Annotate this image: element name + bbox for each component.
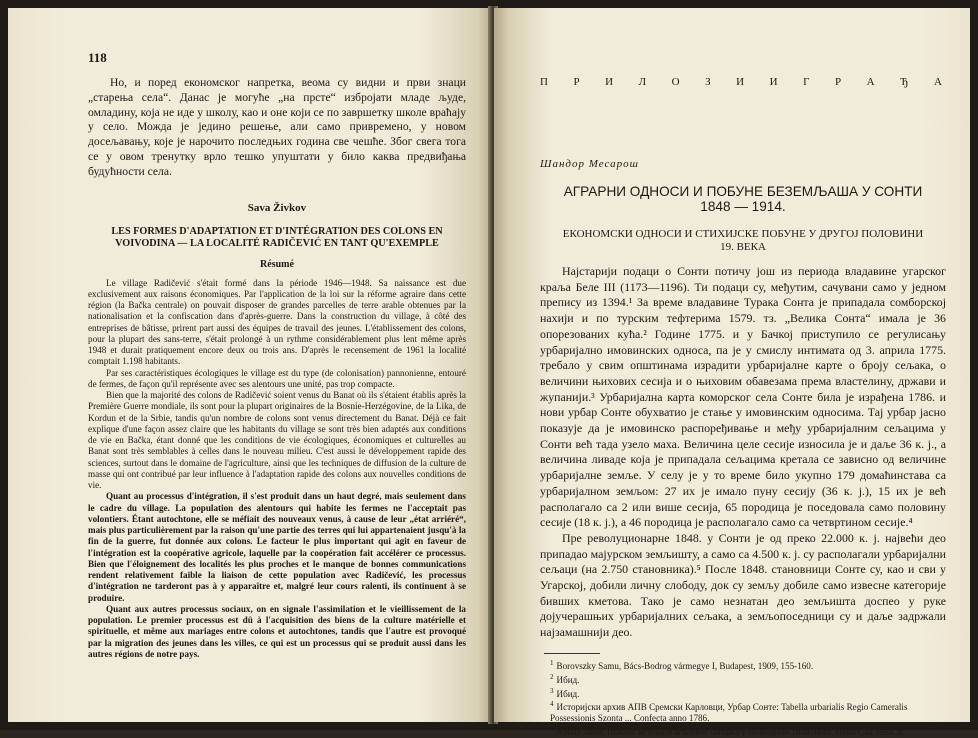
footnote bbox=[540, 724, 946, 738]
footnote-number: 3 bbox=[550, 686, 554, 695]
body-paragraph: Пре револуционарне 1848. у Сонти је од преко 22.000 к. ј. највећи део припадао мајурском земљишту, а само са 4.500 к. ј. су располагали урбаријални сељаци (на 2.750 становника).⁵ После 1848. становници Сонте су, као и сви у Угарској, добили личну слободу, док су земљу добиле само извесне категорије бивших кметова. Тако је само незнатан део земљишта доспео у руке дојучерашњих урбаријалних сељака, а земљопоседници су и даље задржали најзамашнији део. bbox=[540, 530, 946, 640]
resume-paragraph-bold: Quant au processus d'intégration, il s'est produit dans un haut degré, mais seulement dans le cadre du village. La population des alentours qui habite les fermes ne l'acceptait pas volontiers. Étant autochtone, elle se méfiait des nouveaux venus, à cause de leur „état arriéré“, mais plus particulièrement par la raison qu'une partie des terres qui lui appartenaient jusqu'à la fin de la guerre, fut donnée aux colons. Le facteur le plus important qui agit en faveur de l'intégration est la coopérative agricole, laquelle par la coopération fait accélérer ce processus. Bien que l'éloignement des localités les plus proches et le manque de bonnes communications rendent relativement faible la liaison de cette population avec Radičević, les processus d'intégration ne tarderont pas à y apparaître et, malgré leur cours ralenti, ils continuent à se produire. bbox=[88, 491, 466, 603]
intro-paragraph: Но, и поред економског напретка, веома су видни и први знаци „старења села“. Данас је могуће „на прсте“ избројати младе људе, омладину, која не иде у школу, као и оне који се по завршетку школе враћају у село. Можда је једино решење, али само привремено, у новом досељавању, које је нарочито последњих година све чешће. Због свега тога се у овом тренутку врло тешко упуштати у било каква предвиђања будућности села. bbox=[88, 76, 466, 178]
article-author: Шандор Месарош bbox=[540, 158, 639, 170]
article-title bbox=[540, 184, 946, 214]
footnote-rule bbox=[544, 653, 600, 654]
footnote-text: Арпад Лебл, Прилог историји аграрног питања у Војводини 1848-1849, Нови Сад 1954, 8. bbox=[556, 727, 905, 738]
running-head-letter: Ђ bbox=[900, 76, 909, 88]
footnote-text: Ибид. bbox=[556, 674, 580, 685]
article-subtitle bbox=[540, 228, 946, 254]
resume-paragraph: Par ses caractéristiques écologiques le village est du type (de colonisation) pannonienne, entouré de fermes, de façon qu'il représente avec ses alentours une unité, pas trop compacte. bbox=[88, 367, 466, 389]
footnote-number: 5 bbox=[550, 724, 554, 733]
running-head-letter: Л bbox=[638, 76, 647, 88]
running-head-letter: П bbox=[540, 76, 548, 88]
body-paragraph: Најстарији подаци о Сонти потичу још из периода владавине угарског краља Беле III (1173—1196). Ти подаци су, међутим, сачувани само у једном препису из 1394.¹ За време владавине Турака Сонта је припадала сомборској нахији и по турским тефтерима 1579. тз. „Велика Сонта“ имала је 36 опорезованих кућа.² Године 1775. и у Бачкој приступило се регулисању урбаријално имовинских односа, па је у смислу интимата од 3. априла 1775. требало у свим општинама израдити урбаријалне карте о броју сељака, о величини њихових сесија и о њиховим обавезама према властелину, држави и жупанији.³ Урбаријална карта коморског села Сонте била је израђена 1786. и нови урбар Сонте обухватио је стање у имовинским односима. Тај урбар јасно показује да је имовинско распоређивање и међу урбаријалним сељацима у Сонти већ тада узело маха. Величина целе сесије износила је и даље 36 к. ј., а величина ливаде која је припадала сељацима кретала се зависно од величине урбаријалне земље. У селу је у то време било укупно 179 домаћинстава са урбаријалном земљом: 27 их је имало пуну сесију (36 к. ј.), 15 их је већ располагало са 2 или више сесија, 65 породица је поседовала само половину сесије (18 к. ј.), а 46 породица је располагало само са четвртином сесије.⁴ bbox=[540, 264, 946, 530]
running-head-letter: Г bbox=[803, 76, 810, 88]
article-title: LES FORMES D'ADAPTATION ET D'INTÉGRATION DES COLONS EN VOIVODINA — LA LOCALITÉ RADIČEVIĆ EN TANT QU'EXEMPLE bbox=[111, 225, 443, 250]
footnote bbox=[540, 686, 946, 700]
resume-heading: Résumé bbox=[260, 258, 294, 270]
running-head-letter: И bbox=[769, 76, 778, 88]
footnote bbox=[540, 699, 946, 724]
title-year-range: 1848 — 1914. bbox=[700, 199, 786, 214]
article-author: Sava Živkov bbox=[247, 201, 307, 214]
running-head-letter: Р bbox=[573, 76, 580, 88]
running-head-letter: И bbox=[736, 76, 745, 88]
footnote-text: Историјски архив АПВ Сремски Карловци, Урбар Сонте: Tabella urbarialis Regio Cameralis Possessionis Szonta ... Confecta anno 1786. bbox=[550, 702, 908, 724]
footnote-text: Ибид. bbox=[556, 688, 580, 699]
resume-paragraph: Bien que la majorité des colons de Radičević soient venus du Banat où ils s'étaient établis après la Première Guerre mondiale, ils sont pour la plupart originaires de la Bosnie-Herzégovine, de la Lika, de Kordun et de la Srbie, tandis qu'un nombre de colons sont venus directement du Banat. Déjà ce fait explique d'une façon assez claire que les habitants du village se sont très bien adaptés aux conditions de vie en Bačka, étant donné que les conditions de vie écologiques, économiques et culturelles au Banat sont très semblables à celles dans le nouveau milieu. C'est aussi le développement rapide des sciences, surtout dans le domaine de l'agriculture, ainsi que les techniques de diffusion de la culture de masse qui ont contribué par leur influence à l'adaptation rapide des colons aux nouvelles conditions de vie. bbox=[88, 390, 466, 491]
page-number: 118 bbox=[88, 50, 107, 65]
footnote-text: Borovszky Samu, Bács-Bodrog vármegye I, Budapest, 1909, 155-160. bbox=[556, 660, 814, 671]
left-page bbox=[8, 8, 492, 722]
running-head-letter: З bbox=[705, 76, 711, 88]
footnote-number: 2 bbox=[550, 672, 554, 681]
running-head-letter: О bbox=[671, 76, 680, 88]
running-head-letter: Р bbox=[835, 76, 842, 88]
running-head-letter: И bbox=[605, 76, 614, 88]
right-page bbox=[494, 8, 970, 738]
title-line: АГРАРНИ ОДНОСИ И ПОБУНЕ БЕЗЕМЉАША У СОНТИ bbox=[563, 184, 923, 199]
footnote bbox=[540, 672, 946, 686]
footnote-number: 1 bbox=[550, 658, 554, 667]
running-head-letter: А bbox=[933, 76, 942, 88]
running-head bbox=[540, 76, 946, 88]
footnote-number: 4 bbox=[550, 700, 554, 709]
running-head-letter: А bbox=[866, 76, 875, 88]
subtitle-line: ЕКОНОМСКИ ОДНОСИ И СТИХИЈСКЕ ПОБУНЕ У ДРУГОЈ ПОЛОВИНИ bbox=[562, 228, 924, 240]
subtitle-line: 19. ВЕКА bbox=[720, 241, 766, 253]
resume-paragraph-bold: Quant aux autres processus sociaux, on en signale l'assimilation et le vieillissement de la population. Le premier processus est dû à l'acquisition des biens de la culture matérielle et spirituelle, et même aux mariages entre colons et autochtones, tandis que l'autre est provoqué par la migration des jeunes dans les villes, ce qui est un processus qui se produit aussi dans les autres régions de notre pays. bbox=[88, 603, 466, 659]
resume-paragraph: Le village Radičević s'était formé dans la période 1946—1948. Sa naissance est due exclusivement aux raisons économiques. Par l'application de la loi sur la réforme agraire dans cette région (la Bačka centrale) on pouvait disposer de grandes parcelles de terre arable obtenues par la nationalisation et la confiscation dans d'après-guerre. Dans la construction du village, à côté des entreprises de bâtisse, prirent part aussi des équipes de travail des jeunes. L'établissement des colons, pour la plupart des sans-terre, s'était prolongé à un rythme considérablement plus lent même après 1948 et durait pratiquement encore deux ou trois ans. D'après le recensement de 1961 la localité comptait 1.198 habitants. bbox=[88, 277, 466, 367]
footnote bbox=[540, 658, 946, 672]
